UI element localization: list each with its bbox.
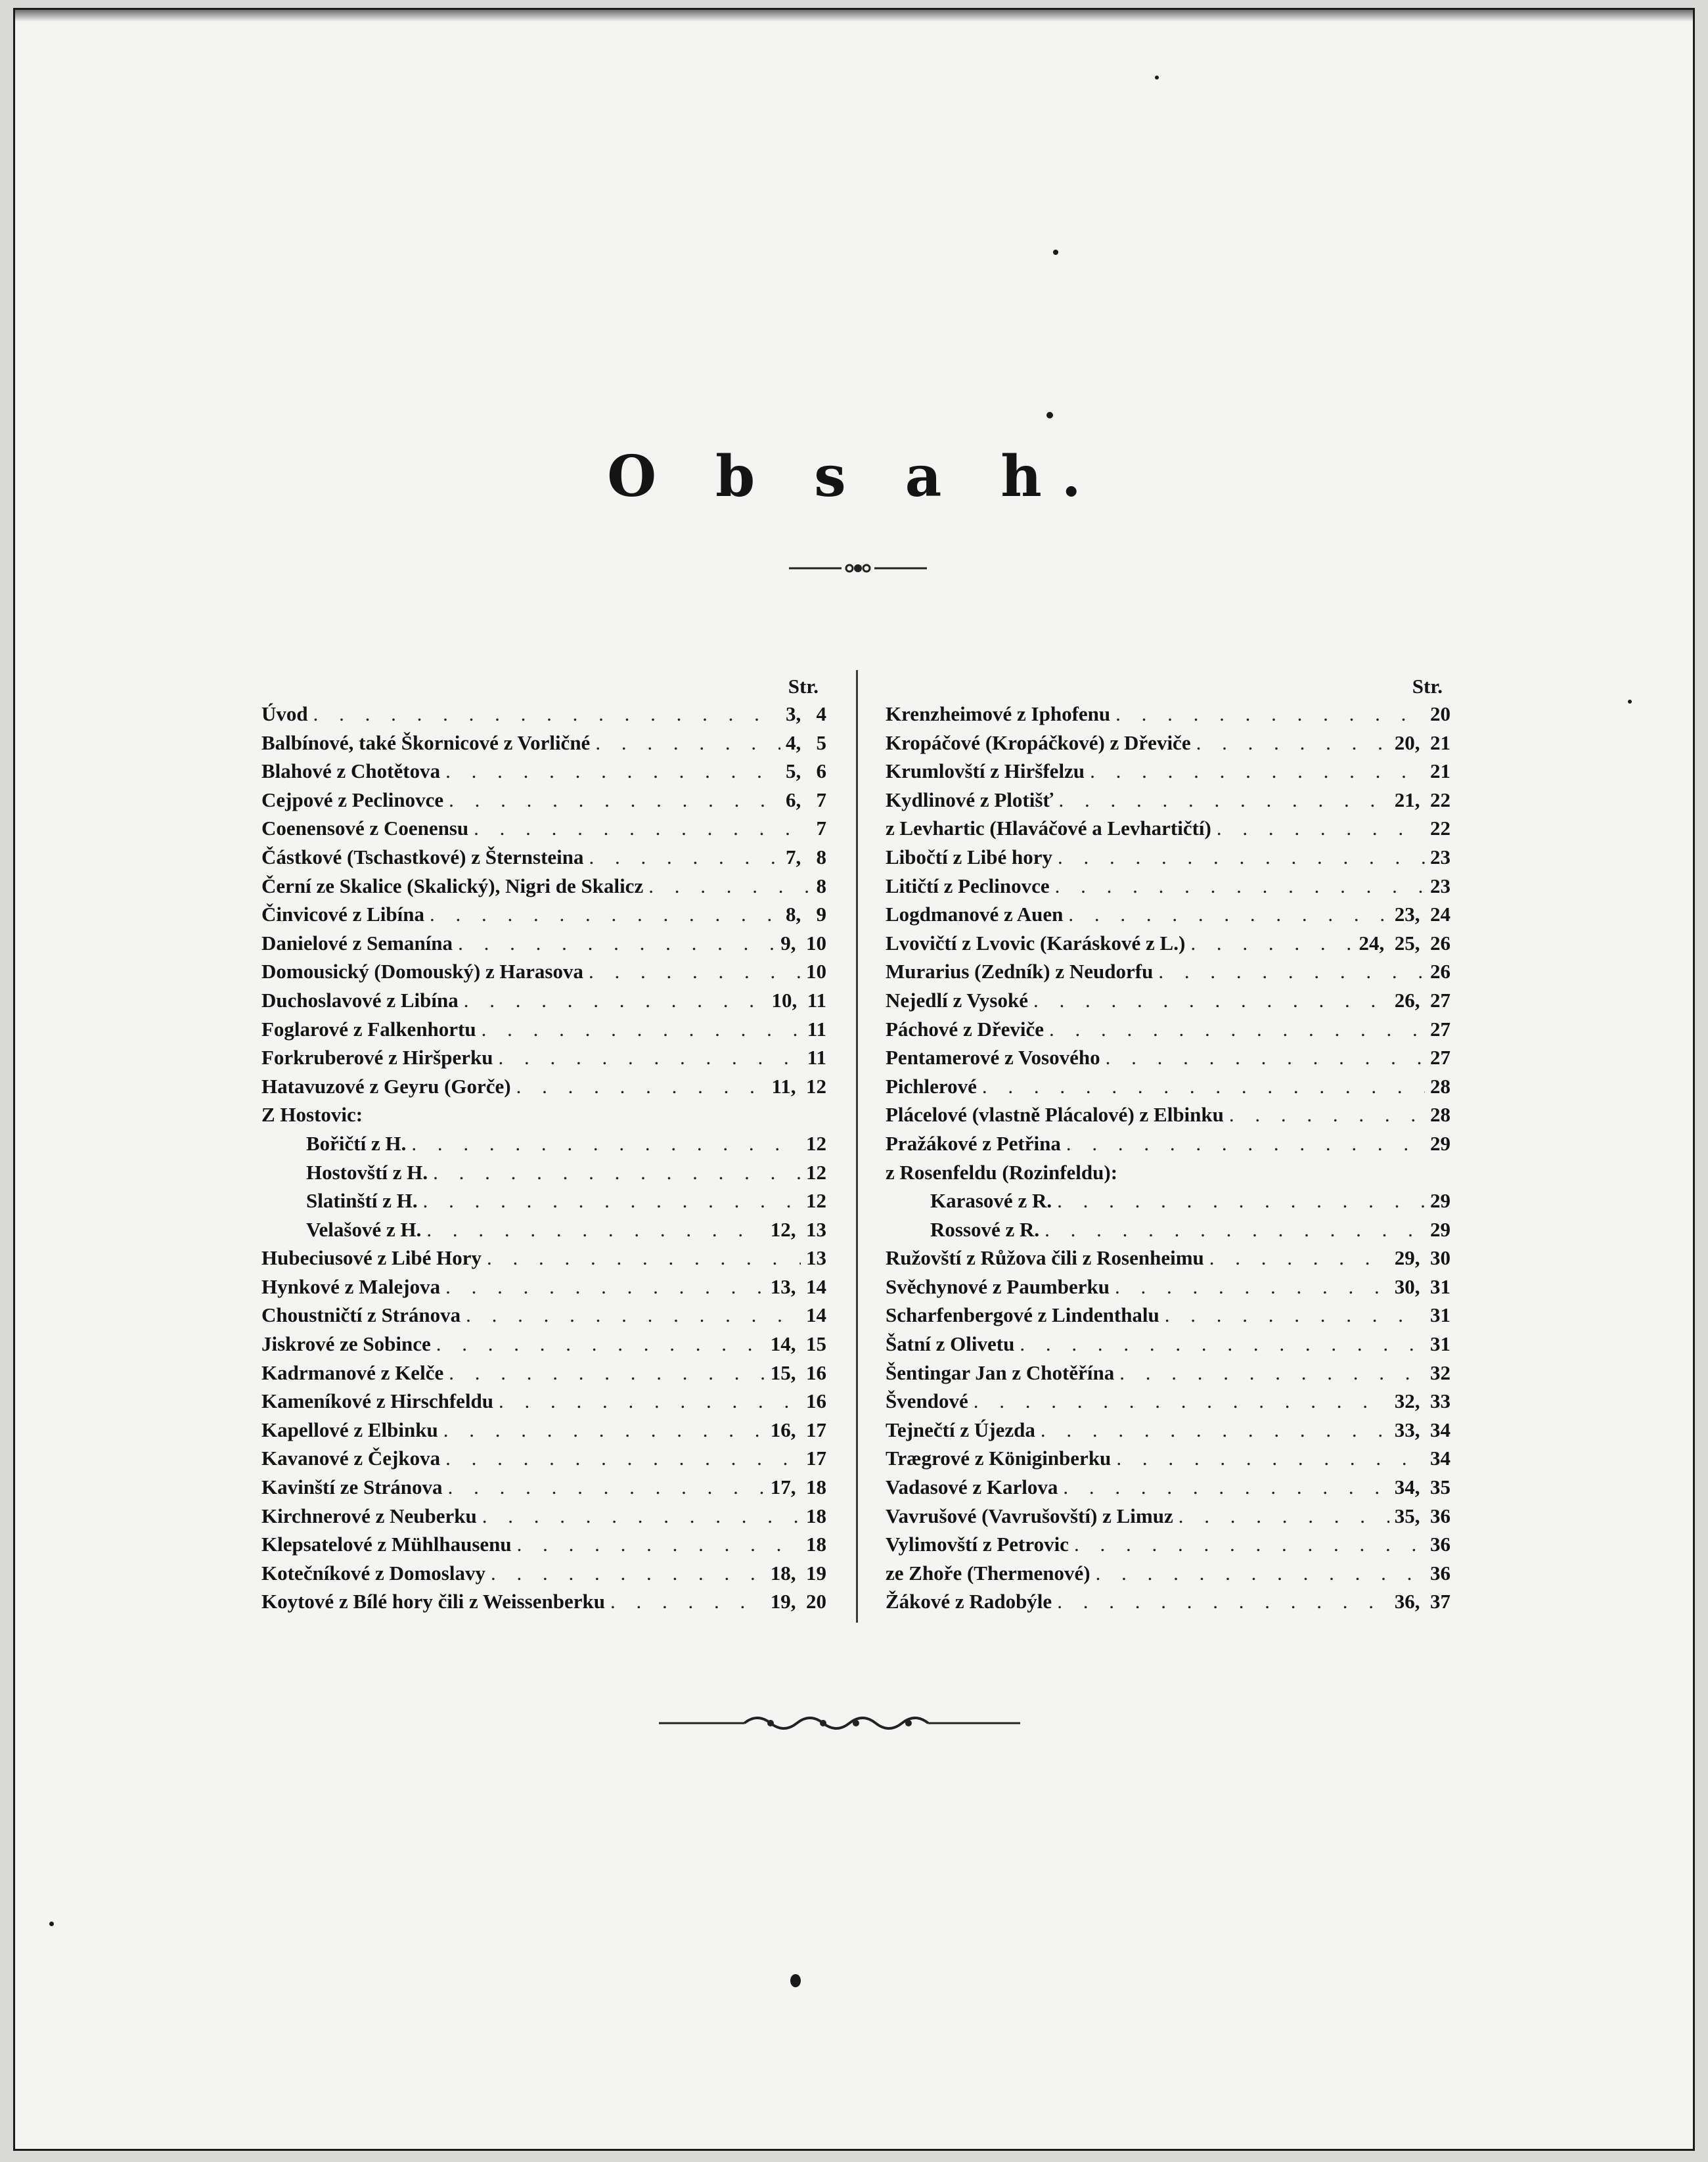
entry-name: Karasové z R. — [930, 1189, 1052, 1213]
page-title: O b s a h. — [607, 443, 1101, 510]
entry-pages: 11 — [807, 1046, 826, 1070]
entry-pages: 6, 7 — [786, 788, 826, 811]
entry-pages: 12 — [806, 1131, 826, 1155]
toc-left-entry — [261, 1444, 826, 1473]
entry-name: Hynkové z Malejova — [261, 1274, 441, 1298]
toc-left-entry — [261, 1301, 826, 1330]
toc-left-entry — [261, 957, 826, 986]
entry-pages: 5, 6 — [786, 759, 826, 783]
dot-leader — [1096, 1559, 1425, 1588]
entry-name: Vavrušové (Vavrušovští) z Limuz — [886, 1504, 1173, 1527]
dot-leader — [1158, 957, 1425, 986]
str-header-right: Str. — [1412, 675, 1443, 698]
dot-leader — [517, 1530, 801, 1559]
dot-leader — [1058, 843, 1425, 872]
entry-name: Lvovičtí z Lvovic (Karáskové z L.) — [886, 931, 1186, 955]
dot-leader — [1229, 1100, 1425, 1129]
entry-pages: 29, 30 — [1394, 1246, 1450, 1270]
dot-leader — [445, 1272, 765, 1301]
toc-right-entry — [886, 814, 1450, 843]
entry-name: Foglarové z Falkenhortu — [261, 1017, 476, 1041]
entry-name: Kropáčové (Kropáčkové) z Dřeviče — [886, 731, 1191, 754]
entry-name: Kavanové z Čejkova — [261, 1447, 441, 1470]
dot-leader — [1066, 1129, 1425, 1158]
entry-pages: 35, 36 — [1394, 1504, 1450, 1527]
entry-pages: 7, 8 — [786, 845, 826, 868]
toc-left-entry — [261, 757, 826, 786]
dot-leader — [516, 1072, 767, 1101]
dot-leader — [464, 986, 767, 1015]
toc-left-entry — [261, 1502, 826, 1531]
dot-leader — [1115, 1272, 1389, 1301]
toc-right-entry — [886, 1416, 1450, 1445]
entry-pages: 18 — [806, 1533, 826, 1556]
toc-right-entry — [886, 757, 1450, 786]
dot-leader — [1106, 1043, 1425, 1072]
toc-left-entry — [261, 1244, 826, 1272]
toc-right-entry — [886, 1359, 1450, 1387]
dot-leader — [1196, 729, 1389, 757]
entry-name: Krenzheimové z Iphofenu — [886, 702, 1111, 725]
dot-leader — [589, 957, 801, 986]
toc-left-entry — [261, 1015, 826, 1044]
dot-leader — [458, 929, 775, 958]
entry-name: z Levhartic (Hlaváčové a Levhartičtí) — [886, 817, 1211, 840]
dot-leader — [1165, 1301, 1425, 1330]
dot-leader — [595, 729, 780, 757]
entry-pages: 11, 12 — [771, 1074, 826, 1098]
entry-name: Hostovští z H. — [306, 1160, 428, 1184]
entry-name: Blahové z Chotětova — [261, 759, 441, 783]
toc-right-entry — [886, 1301, 1450, 1330]
entry-pages: 3, 4 — [786, 702, 826, 725]
entry-pages: 30, 31 — [1394, 1274, 1450, 1298]
dot-leader — [1217, 814, 1425, 843]
entry-name: Kapellové z Elbinku — [261, 1418, 438, 1441]
toc-right-entry — [886, 700, 1450, 729]
toc-right-entry — [886, 1129, 1450, 1158]
entry-name: Duchoslavové z Libína — [261, 988, 459, 1012]
entry-pages: 29 — [1430, 1189, 1450, 1213]
dot-leader — [445, 757, 780, 786]
toc-right-column — [886, 673, 1450, 1616]
entry-pages: 26 — [1430, 960, 1450, 983]
entry-name: Rossové z R. — [930, 1217, 1040, 1241]
entry-pages: 10, 11 — [771, 988, 826, 1012]
toc-left-entry — [261, 872, 826, 901]
entry-name: Hubeciusové z Libé Hory — [261, 1246, 482, 1270]
entry-pages: 19, 20 — [770, 1590, 826, 1613]
entry-name: Litičtí z Peclinovce — [886, 874, 1050, 897]
entry-name: Tejnečtí z Újezda — [886, 1418, 1035, 1441]
entry-pages: 36, 37 — [1394, 1590, 1450, 1613]
entry-name: Coenensové z Coenensu — [261, 817, 469, 840]
entry-name: Kadrmanové z Kelče — [261, 1361, 444, 1384]
entry-name: Pichlerové — [886, 1074, 977, 1098]
toc-right-entry — [886, 1015, 1450, 1044]
entry-pages: 32 — [1430, 1361, 1450, 1384]
toc-right-entry — [886, 1186, 1450, 1215]
dot-leader — [498, 1043, 801, 1072]
entry-pages: 15, 16 — [770, 1361, 826, 1384]
toc-left-entry — [261, 1158, 826, 1187]
entry-name: ze Zhoře (Thermenové) — [886, 1561, 1090, 1585]
entry-name: Klepsatelové z Mühlhausenu — [261, 1533, 512, 1556]
toc-left-entry — [261, 929, 826, 958]
entry-name: Trægrové z Königinberku — [886, 1447, 1112, 1470]
dot-leader — [1119, 1359, 1425, 1387]
entry-pages: 36 — [1430, 1533, 1450, 1556]
dot-leader — [1090, 757, 1425, 786]
entry-pages: 12 — [806, 1189, 826, 1213]
toc-right-entry — [886, 786, 1450, 815]
entry-pages: 8, 9 — [786, 903, 826, 926]
dot-leader — [610, 1587, 765, 1616]
entry-name: Balbínové, také Škornicové z Vorličné — [261, 731, 591, 754]
toc-left-entry — [261, 1272, 826, 1301]
dot-leader — [1115, 700, 1425, 729]
entry-pages: 17 — [806, 1447, 826, 1470]
entry-name: Kotečníkové z Domoslavy — [261, 1561, 485, 1585]
entry-name: Kirchnerové z Neuberku — [261, 1504, 477, 1527]
ink-speck — [1155, 76, 1159, 79]
entry-name: Krumlovští z Hiršfelzu — [886, 759, 1085, 783]
toc-left-entry — [261, 900, 826, 929]
entry-name: Ružovští z Růžova čili z Rosenheimu — [886, 1246, 1204, 1270]
entry-name: Černí ze Skalice (Skalický), Nigri de Skalicz — [261, 874, 644, 897]
entry-name: z Rosenfeldu (Rozinfeldu): — [886, 1160, 1118, 1184]
dot-leader — [589, 843, 780, 872]
toc-left-list — [261, 700, 826, 1616]
dot-leader — [974, 1387, 1389, 1416]
entry-pages: 28 — [1430, 1074, 1450, 1098]
entry-pages: 21 — [1430, 759, 1450, 783]
dot-leader — [1049, 1015, 1425, 1044]
entry-pages: 7 — [816, 817, 826, 840]
toc-left-entry — [261, 986, 826, 1015]
dot-leader — [443, 1416, 765, 1445]
entry-name: Logdmanové z Auen — [886, 903, 1064, 926]
entry-pages: 9, 10 — [780, 931, 826, 955]
dot-leader — [426, 1215, 765, 1244]
entry-pages: 34, 35 — [1394, 1475, 1450, 1499]
dot-leader — [436, 1330, 765, 1359]
entry-name: Nejedlí z Vysoké — [886, 988, 1028, 1012]
dot-leader — [448, 1473, 765, 1502]
toc-right-entry — [886, 843, 1450, 872]
ink-speck — [49, 1922, 54, 1926]
toc-right-entry — [886, 900, 1450, 929]
entry-pages: 16, 17 — [770, 1418, 826, 1441]
entry-pages: 13 — [806, 1246, 826, 1270]
dot-leader — [1209, 1244, 1389, 1272]
dot-leader — [482, 1502, 801, 1531]
entry-name: Vylimovští z Petrovic — [886, 1533, 1069, 1556]
dot-leader — [499, 1387, 801, 1416]
toc-right-entry — [886, 986, 1450, 1015]
toc-left-entry — [261, 700, 826, 729]
entry-pages: 16 — [806, 1389, 826, 1413]
entry-name: Šatní z Olivetu — [886, 1332, 1015, 1356]
entry-name: Danielové z Semanína — [261, 931, 453, 955]
column-divider — [856, 670, 858, 1623]
toc-right-entry — [886, 929, 1450, 958]
toc-left-entry — [261, 1473, 826, 1502]
entry-pages: 8 — [816, 874, 826, 897]
dot-leader — [445, 1444, 801, 1473]
closing-ornament-rule — [659, 1710, 1020, 1736]
toc-right-entry — [886, 1330, 1450, 1359]
dot-leader — [1190, 929, 1353, 958]
entry-name: Cejpové z Peclinovce — [261, 788, 444, 811]
entry-pages: 22 — [1430, 817, 1450, 840]
dot-leader — [482, 1015, 802, 1044]
entry-name: Žákové z Radobýle — [886, 1590, 1052, 1613]
toc-left-entry — [261, 786, 826, 815]
title-ornament-rule — [789, 560, 927, 576]
entry-name: Švendové — [886, 1389, 968, 1413]
toc-right-entry — [886, 1444, 1450, 1473]
ink-speck — [790, 1974, 801, 1987]
dot-leader — [1179, 1502, 1389, 1531]
dot-leader — [449, 786, 780, 815]
entry-pages: 10 — [806, 960, 826, 983]
dot-leader — [474, 814, 811, 843]
toc-left-entry — [261, 814, 826, 843]
toc-right-entry — [886, 872, 1450, 901]
entry-name: Hatavuzové z Geyru (Gorče) — [261, 1074, 511, 1098]
toc-right-entry — [886, 1530, 1450, 1559]
toc-right-entry — [886, 1272, 1450, 1301]
toc-right-list — [886, 700, 1450, 1616]
toc-left-entry — [261, 1100, 826, 1129]
dot-leader — [487, 1244, 801, 1272]
toc-left-entry — [261, 1559, 826, 1588]
entry-pages: 23 — [1430, 845, 1450, 868]
entry-name: Šentingar Jan z Chotěřína — [886, 1361, 1115, 1384]
dot-leader — [1068, 900, 1389, 929]
dot-leader — [1059, 786, 1389, 815]
entry-pages: 29 — [1430, 1217, 1450, 1241]
dot-leader — [1074, 1530, 1425, 1559]
entry-pages: 11 — [807, 1017, 826, 1041]
toc-right-entry — [886, 1244, 1450, 1272]
entry-name: Úvod — [261, 702, 308, 725]
entry-pages: 29 — [1430, 1131, 1450, 1155]
entry-name: Murarius (Zedník) z Neudorfu — [886, 960, 1154, 983]
dot-leader — [1045, 1215, 1425, 1244]
entry-pages: 32, 33 — [1394, 1389, 1450, 1413]
entry-pages: 23 — [1430, 874, 1450, 897]
entry-pages: 31 — [1430, 1332, 1450, 1356]
entry-name: Pražákové z Petřina — [886, 1131, 1061, 1155]
ink-speck — [1053, 250, 1058, 255]
toc-left-column — [261, 673, 826, 1616]
toc-right-entry — [886, 1559, 1450, 1588]
toc-left-entry — [261, 1072, 826, 1101]
entry-name: Vadasové z Karlova — [886, 1475, 1058, 1499]
dot-leader — [1063, 1473, 1389, 1502]
str-header-left: Str. — [788, 675, 819, 698]
entry-pages: 26, 27 — [1394, 988, 1450, 1012]
toc-right-entry — [886, 1473, 1450, 1502]
dot-leader — [491, 1559, 765, 1588]
entry-pages: 18 — [806, 1504, 826, 1527]
toc-left-entry — [261, 1587, 826, 1616]
toc-right-entry — [886, 1158, 1450, 1187]
toc-right-entry — [886, 729, 1450, 757]
entry-pages: 27 — [1430, 1017, 1450, 1041]
entry-name: Koytové z Bílé hory čili z Weissenberku — [261, 1590, 605, 1613]
entry-pages: 14, 15 — [770, 1332, 826, 1356]
entry-name: Kydlinové z Plotišť — [886, 788, 1054, 811]
entry-pages: 12 — [806, 1160, 826, 1184]
entry-name: Kameníkové z Hirschfeldu — [261, 1389, 494, 1413]
toc-left-entry — [261, 1387, 826, 1416]
toc-left-entry — [261, 1330, 826, 1359]
dot-leader — [423, 1186, 801, 1215]
toc-right-entry — [886, 1043, 1450, 1072]
dot-leader — [1116, 1444, 1425, 1473]
entry-pages: 20 — [1430, 702, 1450, 725]
toc-right-entry — [886, 957, 1450, 986]
toc-left-entry — [261, 1359, 826, 1387]
dot-leader — [466, 1301, 801, 1330]
dot-leader — [982, 1072, 1425, 1101]
entry-pages: 18, 19 — [770, 1561, 826, 1585]
entry-pages: 12, 13 — [770, 1217, 826, 1241]
entry-name: Velašové z H. — [306, 1217, 422, 1241]
dot-leader — [433, 1158, 801, 1187]
dot-leader — [1020, 1330, 1425, 1359]
entry-pages: 36 — [1430, 1561, 1450, 1585]
toc-left-entry — [261, 1215, 826, 1244]
entry-pages: 21, 22 — [1394, 788, 1450, 811]
toc-right-entry — [886, 1502, 1450, 1531]
toc-left-entry — [261, 729, 826, 757]
toc-left-entry — [261, 1186, 826, 1215]
dot-leader — [411, 1129, 801, 1158]
entry-pages: 31 — [1430, 1303, 1450, 1327]
entry-pages: 13, 14 — [770, 1274, 826, 1298]
entry-name: Bořičtí z H. — [306, 1131, 407, 1155]
entry-name: Slatinští z H. — [306, 1189, 418, 1213]
entry-pages: 34 — [1430, 1447, 1450, 1470]
ink-speck — [1046, 412, 1053, 418]
ink-speck — [1628, 700, 1632, 704]
entry-name: Z Hostovic: — [261, 1103, 363, 1127]
toc-left-entry — [261, 1416, 826, 1445]
entry-name: Forkruberové z Hiršperku — [261, 1046, 493, 1070]
entry-pages: 27 — [1430, 1046, 1450, 1070]
entry-pages: 4, 5 — [786, 731, 826, 754]
entry-pages: 33, 34 — [1394, 1418, 1450, 1441]
dot-leader — [1033, 986, 1389, 1015]
toc-left-entry — [261, 1043, 826, 1072]
entry-name: Choustničtí z Stránova — [261, 1303, 461, 1327]
entry-name: Plácelové (vlastně Plácalové) z Elbinku — [886, 1103, 1224, 1127]
dot-leader — [313, 700, 780, 729]
entry-name: Částkové (Tschastkové) z Šternsteina — [261, 845, 584, 868]
entry-name: Scharfenbergové z Lindenthalu — [886, 1303, 1159, 1327]
dot-leader — [1057, 1587, 1389, 1616]
toc-right-entry — [886, 1100, 1450, 1129]
toc-right-entry — [886, 1072, 1450, 1101]
entry-name: Činvicové z Libína — [261, 903, 425, 926]
entry-name: Jiskrové ze Sobince — [261, 1332, 431, 1356]
dot-leader — [1055, 872, 1425, 901]
entry-pages: 24, 25, 26 — [1359, 931, 1450, 955]
dot-leader — [430, 900, 780, 929]
toc-left-entry — [261, 843, 826, 872]
entry-name: Svěchynové z Paumberku — [886, 1274, 1110, 1298]
entry-pages: 17, 18 — [770, 1475, 826, 1499]
entry-name: Kavinští ze Stránova — [261, 1475, 443, 1499]
entry-name: Pentamerové z Vosového — [886, 1046, 1100, 1070]
dot-leader — [1041, 1416, 1389, 1445]
entry-name: Libočtí z Libé hory — [886, 845, 1053, 868]
toc-right-entry — [886, 1587, 1450, 1616]
dot-leader — [648, 872, 811, 901]
entry-pages: 14 — [806, 1303, 826, 1327]
toc-right-entry — [886, 1387, 1450, 1416]
entry-name: Domousický (Domouský) z Harasova — [261, 960, 583, 983]
toc-left-entry — [261, 1530, 826, 1559]
document-page — [13, 8, 1695, 2151]
entry-pages: 23, 24 — [1394, 903, 1450, 926]
toc-right-entry — [886, 1215, 1450, 1244]
entry-pages: 28 — [1430, 1103, 1450, 1127]
dot-leader — [449, 1359, 765, 1387]
scan-edge-shadow — [15, 10, 1693, 22]
dot-leader — [1057, 1186, 1425, 1215]
entry-pages: 20, 21 — [1394, 731, 1450, 754]
entry-name: Páchové z Dřeviče — [886, 1017, 1044, 1041]
toc-left-entry — [261, 1129, 826, 1158]
